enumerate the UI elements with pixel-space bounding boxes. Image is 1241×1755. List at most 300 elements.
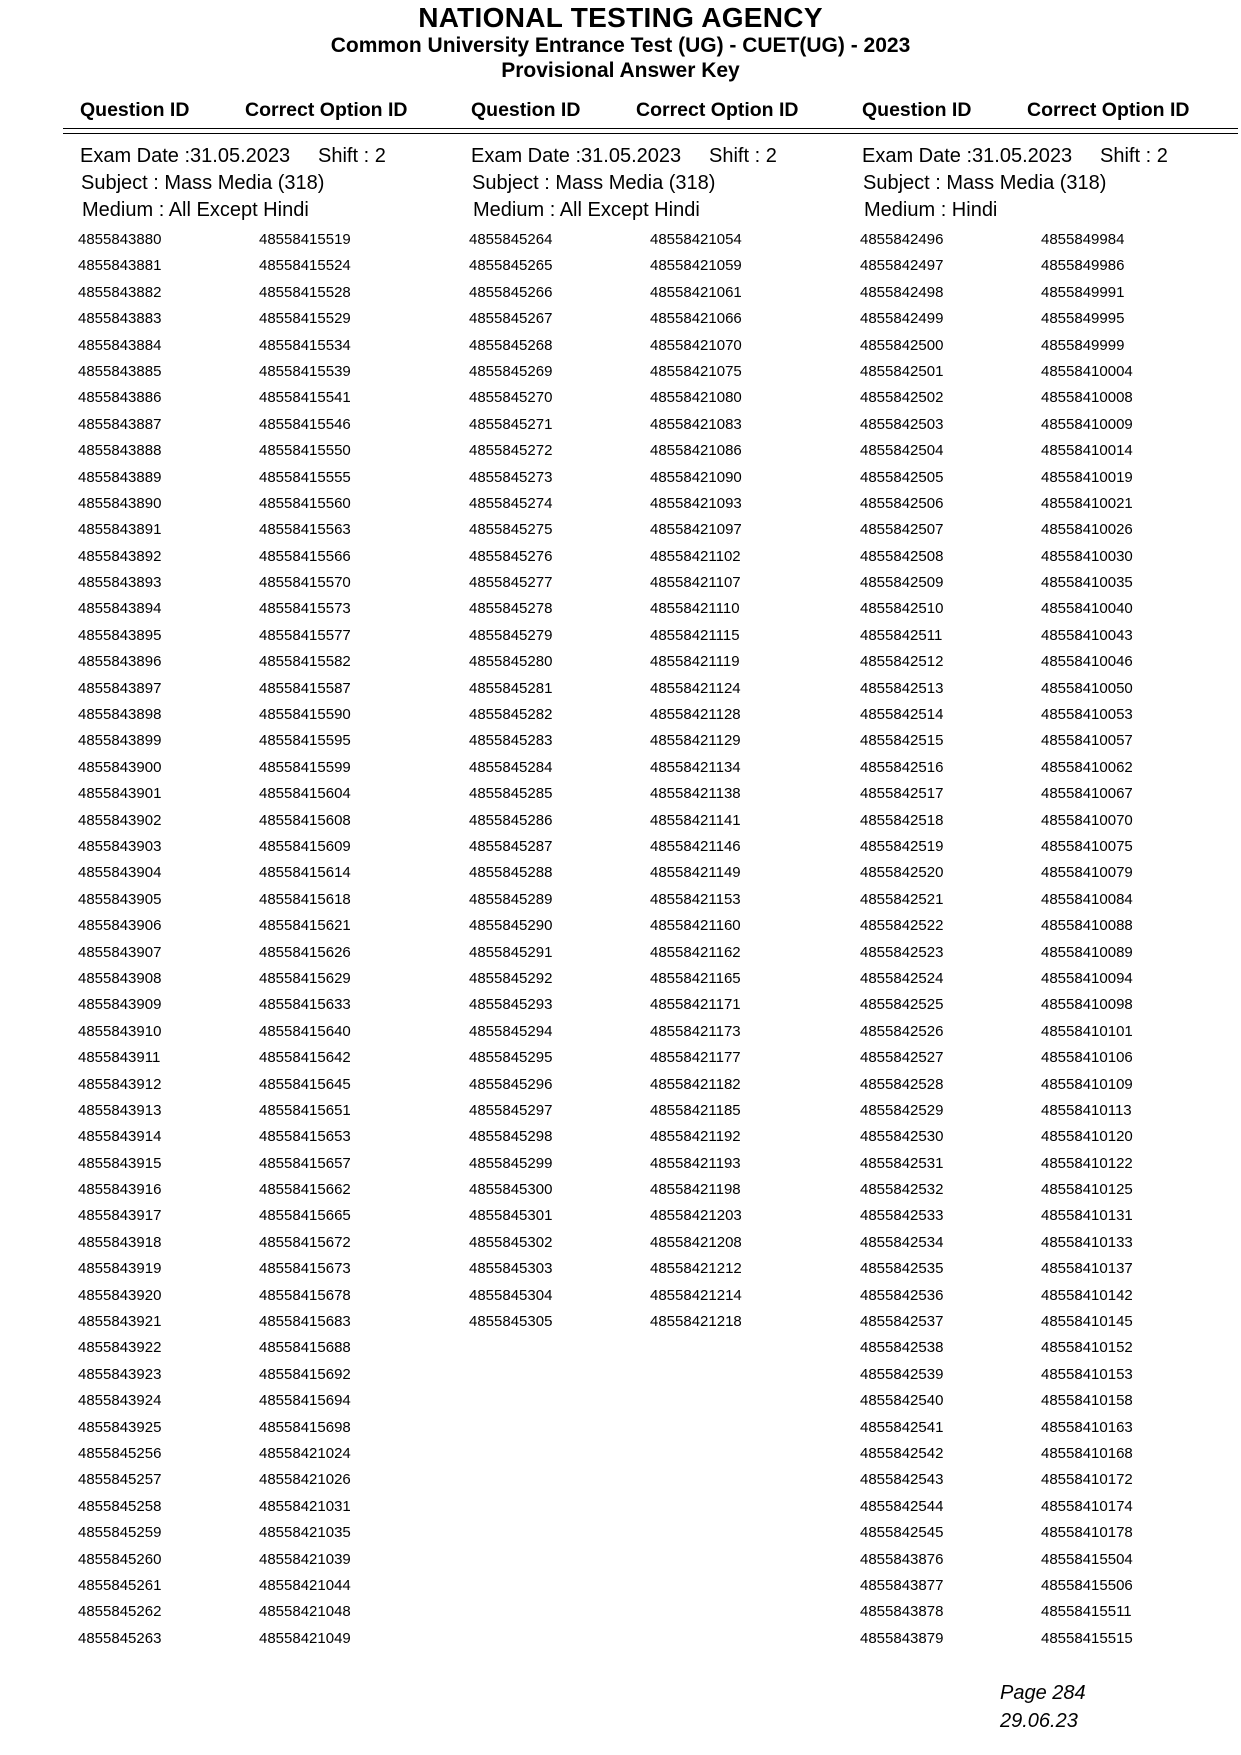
correct-option-id: 48558410019 — [1041, 468, 1133, 486]
correct-option-id: 48558410046 — [1041, 653, 1133, 671]
correct-option-id: 48558410163 — [1041, 1418, 1133, 1436]
list-item — [78, 1151, 398, 1177]
correct-option-id: 48558410004 — [1041, 362, 1133, 380]
list-item — [469, 1203, 789, 1229]
question-id: 4855845282 — [469, 706, 553, 724]
question-id: 4855843889 — [78, 468, 162, 486]
question-id: 4855842499 — [860, 310, 944, 328]
shift: Shift : 2 — [1100, 145, 1168, 167]
question-id: 4855845304 — [469, 1286, 553, 1304]
question-id: 4855842537 — [860, 1313, 944, 1331]
correct-option-id: 48558410168 — [1041, 1444, 1133, 1462]
question-id: 4855843879 — [860, 1629, 944, 1647]
correct-option-id: 48558410109 — [1041, 1075, 1133, 1093]
correct-option-id: 48558415555 — [259, 468, 351, 486]
list-item — [78, 728, 398, 754]
question-id: 4855845278 — [469, 600, 553, 618]
correct-option-id: 48558410101 — [1041, 1022, 1133, 1040]
correct-option-id: 48558421044 — [259, 1576, 351, 1594]
list-item — [469, 1230, 789, 1256]
list-item — [860, 1151, 1180, 1177]
correct-option-id: 48558415541 — [259, 389, 351, 407]
list-item — [860, 1494, 1180, 1520]
agency-title: NATIONAL TESTING AGENCY — [418, 2, 823, 33]
question-id: 4855843882 — [78, 283, 162, 301]
question-id: 4855845266 — [469, 283, 553, 301]
question-id: 4855842511 — [860, 626, 943, 644]
footer-date: 29.06.23 — [1000, 1710, 1078, 1732]
correct-option-id: 48558421198 — [650, 1181, 741, 1199]
correct-option-id: 48558421107 — [650, 574, 741, 592]
question-id: 4855845284 — [469, 758, 553, 776]
question-id: 4855842523 — [860, 943, 944, 961]
exam-title: Common University Entrance Test (UG) - CUET(UG) - 2023 — [330, 34, 911, 57]
question-id: 4855842529 — [860, 1101, 944, 1119]
list-item — [469, 517, 789, 543]
question-id: 4855842507 — [860, 521, 944, 539]
question-id: 4855842539 — [860, 1365, 944, 1383]
list-item — [860, 808, 1180, 834]
correct-option-id: 48558421218 — [650, 1313, 742, 1331]
list-item — [860, 860, 1180, 886]
question-id: 4855845264 — [469, 231, 553, 248]
correct-option-id: 48558415577 — [259, 626, 351, 644]
correct-option-id: 48558421080 — [650, 389, 742, 407]
question-id: 4855842530 — [860, 1128, 944, 1146]
shift: Shift : 2 — [709, 145, 777, 167]
correct-option-id: 48558421203 — [650, 1207, 742, 1225]
question-id: 4855842528 — [860, 1075, 944, 1093]
correct-option-id: 48558421061 — [650, 283, 742, 301]
question-id: 4855843877 — [860, 1576, 944, 1594]
list-item — [860, 1072, 1180, 1098]
list-item — [860, 438, 1180, 464]
question-id: 4855842513 — [860, 679, 944, 697]
question-id: 4855842526 — [860, 1022, 944, 1040]
correct-option-id: 48558421115 — [650, 626, 740, 644]
list-item — [78, 1230, 398, 1256]
list-item — [860, 887, 1180, 913]
list-item — [860, 940, 1180, 966]
correct-option-id: 48558415626 — [259, 943, 351, 961]
correct-option-id: 48558421153 — [650, 890, 741, 908]
question-id: 4855845296 — [469, 1075, 553, 1093]
correct-option-id: 48558410137 — [1041, 1260, 1133, 1278]
list-item — [469, 702, 789, 728]
correct-option-id: 48558410021 — [1041, 494, 1133, 512]
list-item — [78, 570, 398, 596]
correct-option-id: 48558421049 — [259, 1629, 351, 1647]
list-item — [469, 649, 789, 675]
correct-option-id: 48558410050 — [1041, 679, 1133, 697]
list-item — [860, 1230, 1180, 1256]
list-item — [860, 649, 1180, 675]
list-item — [860, 1045, 1180, 1071]
list-item — [78, 913, 398, 939]
list-item — [78, 412, 398, 438]
question-id: 4855842504 — [860, 442, 944, 460]
question-id: 4855845271 — [469, 415, 553, 433]
question-id: 4855845279 — [469, 626, 553, 644]
question-id: 4855845294 — [469, 1022, 553, 1040]
question-id: 4855843878 — [860, 1603, 944, 1621]
question-id: 4855843912 — [78, 1075, 162, 1093]
list-item — [78, 1494, 398, 1520]
question-id: 4855843885 — [78, 362, 162, 380]
list-item — [860, 517, 1180, 543]
list-item — [860, 1415, 1180, 1441]
list-item — [860, 385, 1180, 411]
correct-option-id: 48558415534 — [259, 336, 351, 354]
list-item — [860, 570, 1180, 596]
question-id: 4855843911 — [78, 1049, 161, 1067]
correct-option-id: 48558410067 — [1041, 785, 1133, 803]
answer-key-list — [78, 227, 398, 1652]
list-item — [78, 1415, 398, 1441]
question-id: 4855843890 — [78, 494, 162, 512]
question-id: 4855843924 — [78, 1392, 162, 1410]
list-item — [860, 544, 1180, 570]
correct-option-id: 48558421128 — [650, 706, 741, 724]
correct-option-id: 48558410079 — [1041, 864, 1133, 882]
correct-option-id: 48558415511 — [1041, 1603, 1132, 1621]
list-item — [860, 1283, 1180, 1309]
list-item — [860, 1626, 1180, 1652]
question-id: 4855842502 — [860, 389, 944, 407]
correct-option-id: 48558421185 — [650, 1101, 741, 1119]
question-id: 4855843921 — [78, 1313, 162, 1331]
correct-option-id: 48558421146 — [650, 837, 741, 855]
correct-option-id: 48558415618 — [259, 890, 351, 908]
list-item — [469, 966, 789, 992]
question-id: 4855843913 — [78, 1101, 162, 1119]
list-item — [78, 1203, 398, 1229]
list-item — [469, 834, 789, 860]
list-item — [78, 385, 398, 411]
correct-option-id: 48558410014 — [1041, 442, 1133, 460]
correct-option-id: 48558415673 — [259, 1260, 351, 1278]
question-id: 4855843894 — [78, 600, 162, 618]
question-id: 4855843909 — [78, 996, 162, 1014]
list-item — [860, 465, 1180, 491]
list-item — [469, 676, 789, 702]
question-id: 4855842515 — [860, 732, 944, 750]
question-id: 4855845281 — [469, 679, 553, 697]
question-id: 4855842535 — [860, 1260, 944, 1278]
correct-option-id: 48558421039 — [259, 1550, 351, 1568]
question-id: 4855845305 — [469, 1313, 553, 1331]
list-item — [860, 306, 1180, 332]
correct-option-id: 48558410084 — [1041, 890, 1133, 908]
list-item — [860, 1599, 1180, 1625]
question-id: 4855843897 — [78, 679, 162, 697]
correct-option-id: 48558415573 — [259, 600, 351, 618]
question-id: 4855843887 — [78, 415, 162, 433]
medium: Medium : Hindi — [864, 199, 998, 221]
question-id: 4855843901 — [78, 785, 162, 803]
list-item — [469, 385, 789, 411]
correct-option-id: 48558410089 — [1041, 943, 1133, 961]
list-item — [78, 1256, 398, 1282]
column-header-correct-option-id: Correct Option ID — [245, 99, 408, 121]
header-divider-bottom — [63, 133, 1238, 134]
question-id: 4855845277 — [469, 574, 553, 592]
list-item — [860, 412, 1180, 438]
correct-option-id: 48558410113 — [1041, 1101, 1132, 1119]
list-item — [78, 623, 398, 649]
correct-option-id: 48558421214 — [650, 1286, 742, 1304]
correct-option-id: 48558421212 — [650, 1260, 742, 1278]
list-item — [469, 1177, 789, 1203]
question-id: 4855845272 — [469, 442, 553, 460]
document-type: Provisional Answer Key — [501, 59, 740, 82]
correct-option-id: 4855849984 — [1041, 231, 1125, 248]
list-item — [78, 1599, 398, 1625]
question-id: 4855845283 — [469, 732, 553, 750]
correct-option-id: 48558410106 — [1041, 1049, 1133, 1067]
list-item — [78, 940, 398, 966]
list-item — [78, 1019, 398, 1045]
list-item — [469, 1072, 789, 1098]
question-id: 4855845300 — [469, 1181, 553, 1199]
list-item — [860, 1019, 1180, 1045]
correct-option-id: 48558415678 — [259, 1286, 351, 1304]
medium: Medium : All Except Hindi — [473, 199, 700, 221]
list-item — [860, 1388, 1180, 1414]
question-id: 4855843916 — [78, 1181, 162, 1199]
list-item — [78, 333, 398, 359]
question-id: 4855845265 — [469, 257, 553, 275]
correct-option-id: 48558421086 — [650, 442, 742, 460]
list-item — [469, 623, 789, 649]
list-item — [469, 253, 789, 279]
list-item — [78, 1335, 398, 1361]
correct-option-id: 48558421165 — [650, 969, 741, 987]
list-item — [78, 1441, 398, 1467]
list-item — [860, 992, 1180, 1018]
list-item — [78, 1098, 398, 1124]
list-item — [78, 781, 398, 807]
list-item — [78, 544, 398, 570]
question-id: 4855845270 — [469, 389, 553, 407]
list-item — [469, 491, 789, 517]
list-item — [860, 1177, 1180, 1203]
question-id: 4855845280 — [469, 653, 553, 671]
correct-option-id: 48558410053 — [1041, 706, 1133, 724]
correct-option-id: 48558410152 — [1041, 1339, 1133, 1357]
question-id: 4855842527 — [860, 1049, 944, 1067]
list-item — [860, 491, 1180, 517]
question-id: 4855842520 — [860, 864, 944, 882]
correct-option-id: 48558421093 — [650, 494, 742, 512]
correct-option-id: 48558410088 — [1041, 917, 1133, 935]
question-id: 4855842514 — [860, 706, 944, 724]
list-item — [860, 913, 1180, 939]
correct-option-id: 48558415608 — [259, 811, 351, 829]
list-item — [860, 1467, 1180, 1493]
list-item — [78, 966, 398, 992]
list-item — [469, 1098, 789, 1124]
list-item — [78, 359, 398, 385]
question-id: 4855842510 — [860, 600, 944, 618]
list-item — [78, 1573, 398, 1599]
question-id: 4855843891 — [78, 521, 162, 539]
question-id: 4855842496 — [860, 231, 944, 248]
correct-option-id: 48558415529 — [259, 310, 351, 328]
list-item — [469, 596, 789, 622]
question-id: 4855845263 — [78, 1629, 162, 1647]
list-item — [78, 1309, 398, 1335]
correct-option-id: 48558415515 — [1041, 1629, 1133, 1647]
question-id: 4855845293 — [469, 996, 553, 1014]
question-id: 4855843915 — [78, 1154, 162, 1172]
question-id: 4855845261 — [78, 1576, 162, 1594]
correct-option-id: 48558421173 — [650, 1022, 741, 1040]
correct-option-id: 48558410026 — [1041, 521, 1133, 539]
list-item — [78, 227, 398, 253]
list-item — [469, 913, 789, 939]
question-id: 4855845285 — [469, 785, 553, 803]
exam-date: Exam Date :31.05.2023 — [80, 145, 291, 167]
correct-option-id: 48558410030 — [1041, 547, 1133, 565]
list-item — [469, 465, 789, 491]
list-item — [860, 359, 1180, 385]
correct-option-id: 48558410098 — [1041, 996, 1133, 1014]
correct-option-id: 48558415506 — [1041, 1576, 1133, 1594]
question-id: 4855845273 — [469, 468, 553, 486]
question-id: 4855843905 — [78, 890, 162, 908]
list-item — [78, 1388, 398, 1414]
question-id: 4855843895 — [78, 626, 162, 644]
question-id: 4855845257 — [78, 1471, 162, 1489]
list-item — [860, 623, 1180, 649]
correct-option-id: 48558421090 — [650, 468, 742, 486]
question-id: 4855842521 — [860, 890, 944, 908]
list-item — [860, 1309, 1180, 1335]
correct-option-id: 48558415566 — [259, 547, 351, 565]
question-id: 4855845260 — [78, 1550, 162, 1568]
question-id: 4855842524 — [860, 969, 944, 987]
question-id: 4855842525 — [860, 996, 944, 1014]
list-item — [469, 781, 789, 807]
question-id: 4855845302 — [469, 1233, 553, 1251]
correct-option-id: 48558415692 — [259, 1365, 351, 1383]
column-header-question-id: Question ID — [80, 99, 190, 121]
list-item — [469, 227, 789, 253]
question-id: 4855843880 — [78, 231, 162, 248]
question-id: 4855845297 — [469, 1101, 553, 1119]
correct-option-id: 48558421171 — [650, 996, 741, 1014]
correct-option-id: 48558421054 — [650, 231, 742, 248]
list-item — [469, 544, 789, 570]
list-item — [469, 992, 789, 1018]
exam-date: Exam Date :31.05.2023 — [471, 145, 682, 167]
correct-option-id: 48558421124 — [650, 679, 741, 697]
question-id: 4855843914 — [78, 1128, 162, 1146]
correct-option-id: 48558421149 — [650, 864, 741, 882]
correct-option-id: 48558415609 — [259, 837, 351, 855]
correct-option-id: 48558415640 — [259, 1022, 351, 1040]
question-id: 4855843883 — [78, 310, 162, 328]
question-id: 4855843886 — [78, 389, 162, 407]
list-item — [78, 834, 398, 860]
question-id: 4855842518 — [860, 811, 944, 829]
question-id: 4855843898 — [78, 706, 162, 724]
list-item — [469, 1283, 789, 1309]
list-item — [469, 1045, 789, 1071]
correct-option-id: 48558415672 — [259, 1233, 351, 1251]
correct-option-id: 48558415653 — [259, 1128, 351, 1146]
correct-option-id: 48558410075 — [1041, 837, 1133, 855]
correct-option-id: 48558415694 — [259, 1392, 351, 1410]
subject: Subject : Mass Media (318) — [472, 172, 716, 194]
question-id: 4855842542 — [860, 1444, 944, 1462]
list-item — [860, 676, 1180, 702]
question-id: 4855843910 — [78, 1022, 162, 1040]
correct-option-id: 48558415662 — [259, 1181, 351, 1199]
list-item — [78, 1072, 398, 1098]
list-item — [860, 702, 1180, 728]
question-id: 4855842531 — [860, 1154, 944, 1172]
correct-option-id: 48558410008 — [1041, 389, 1133, 407]
question-id: 4855842519 — [860, 837, 944, 855]
correct-option-id: 48558415570 — [259, 574, 351, 592]
list-item — [469, 1019, 789, 1045]
question-id: 4855842512 — [860, 653, 944, 671]
correct-option-id: 48558421083 — [650, 415, 742, 433]
question-id: 4855843925 — [78, 1418, 162, 1436]
list-item — [78, 438, 398, 464]
correct-option-id: 48558410131 — [1041, 1207, 1133, 1225]
question-id: 4855843881 — [78, 257, 162, 275]
correct-option-id: 48558415524 — [259, 257, 351, 275]
list-item — [860, 1124, 1180, 1150]
list-item — [860, 333, 1180, 359]
question-id: 4855842536 — [860, 1286, 944, 1304]
correct-option-id: 48558415683 — [259, 1313, 351, 1331]
list-item — [860, 1547, 1180, 1573]
list-item — [469, 412, 789, 438]
correct-option-id: 48558410094 — [1041, 969, 1133, 987]
list-item — [860, 728, 1180, 754]
correct-option-id: 48558415582 — [259, 653, 351, 671]
question-id: 4855845291 — [469, 943, 553, 961]
list-item — [78, 992, 398, 1018]
list-item — [78, 1124, 398, 1150]
correct-option-id: 48558410122 — [1041, 1154, 1133, 1172]
question-id: 4855845267 — [469, 310, 553, 328]
column-header-correct-option-id: Correct Option ID — [1027, 99, 1190, 121]
list-item — [860, 596, 1180, 622]
correct-option-id: 48558415645 — [259, 1075, 351, 1093]
correct-option-id: 48558415657 — [259, 1154, 351, 1172]
list-item — [469, 940, 789, 966]
question-id: 4855842501 — [860, 362, 944, 380]
list-item — [469, 280, 789, 306]
question-id: 4855843893 — [78, 574, 162, 592]
question-id: 4855845286 — [469, 811, 553, 829]
question-id: 4855845256 — [78, 1444, 162, 1462]
correct-option-id: 48558415688 — [259, 1339, 351, 1357]
question-id: 4855845299 — [469, 1154, 553, 1172]
list-item — [78, 1520, 398, 1546]
list-item — [469, 333, 789, 359]
correct-option-id: 48558421097 — [650, 521, 742, 539]
question-id: 4855845275 — [469, 521, 553, 539]
correct-option-id: 48558421031 — [259, 1497, 351, 1515]
question-id: 4855843903 — [78, 837, 162, 855]
correct-option-id: 48558415665 — [259, 1207, 351, 1225]
